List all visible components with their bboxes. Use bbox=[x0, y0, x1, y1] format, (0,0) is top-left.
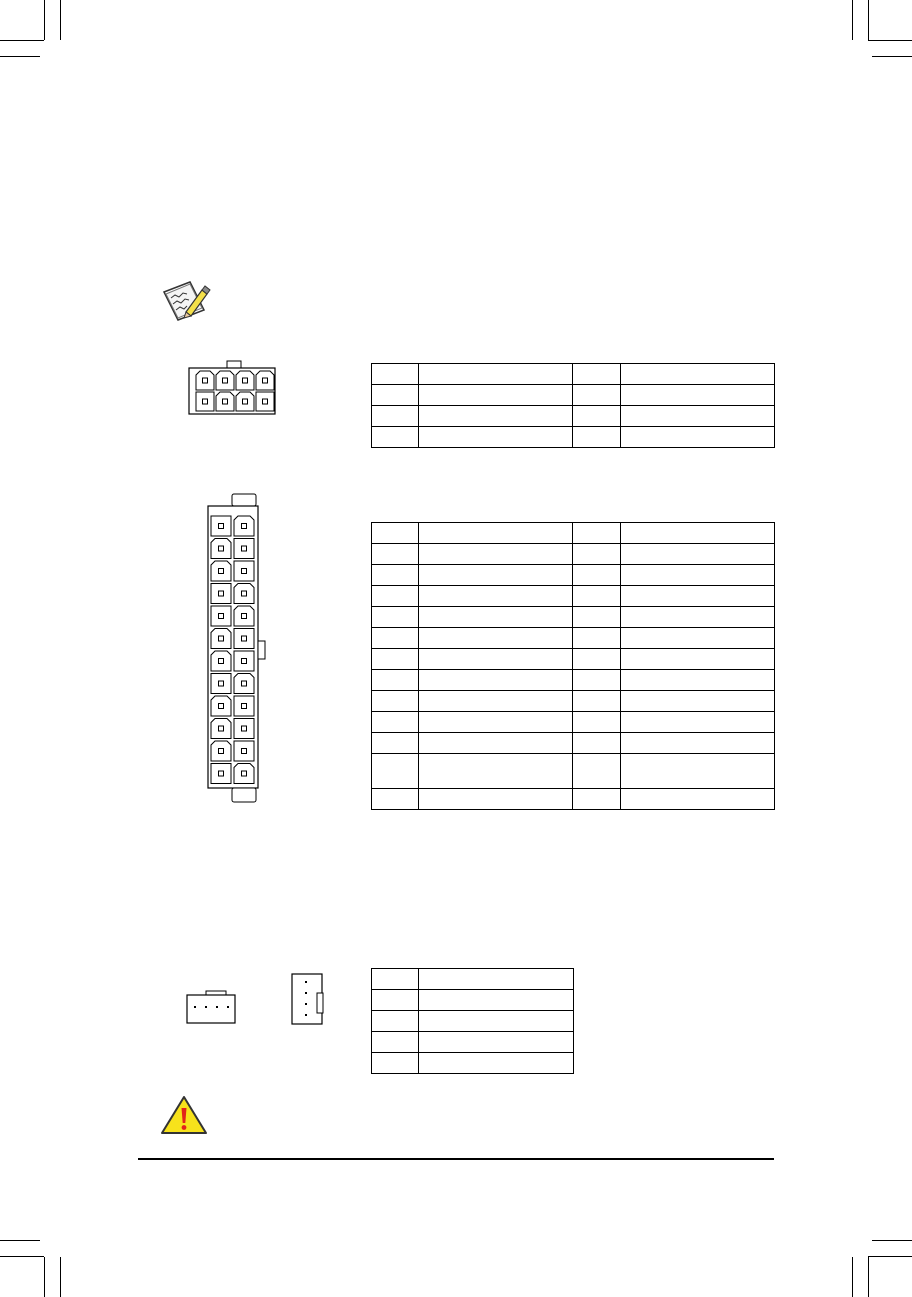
table-cell bbox=[573, 565, 621, 586]
table-row bbox=[372, 427, 775, 448]
connector-pin bbox=[234, 674, 254, 694]
table-row bbox=[372, 754, 775, 789]
connector-pin bbox=[216, 371, 234, 390]
table-row bbox=[372, 565, 775, 586]
table-cell bbox=[372, 969, 419, 990]
crop-mark bbox=[44, 0, 45, 40]
crop-mark bbox=[60, 1257, 61, 1297]
table-cell bbox=[573, 628, 621, 649]
table-cell bbox=[419, 544, 573, 565]
crop-mark bbox=[868, 40, 912, 41]
crop-mark bbox=[60, 0, 61, 40]
table-row bbox=[372, 1011, 574, 1032]
table-cell bbox=[621, 607, 775, 628]
atx-pin-table bbox=[371, 522, 775, 810]
table-cell bbox=[372, 523, 419, 544]
table-cell bbox=[419, 754, 573, 789]
connector-pin bbox=[216, 392, 234, 411]
table-cell bbox=[621, 427, 775, 448]
table-row bbox=[372, 712, 775, 733]
table-row bbox=[372, 1053, 574, 1074]
table-cell bbox=[621, 691, 775, 712]
table-cell bbox=[621, 733, 775, 754]
table-row bbox=[372, 990, 574, 1011]
connector-pin bbox=[234, 719, 254, 739]
table-cell bbox=[419, 1011, 574, 1032]
table-cell bbox=[419, 691, 573, 712]
table-cell bbox=[573, 789, 621, 810]
table-cell bbox=[419, 712, 573, 733]
table-cell bbox=[372, 364, 419, 385]
table-row bbox=[372, 586, 775, 607]
crop-mark bbox=[0, 1240, 40, 1241]
table-cell bbox=[573, 691, 621, 712]
fan-header-vertical bbox=[291, 973, 325, 1025]
table-cell bbox=[372, 544, 419, 565]
warning-triangle-icon bbox=[160, 1094, 208, 1136]
table-cell bbox=[573, 364, 621, 385]
connector-pin bbox=[234, 629, 254, 649]
table-cell bbox=[621, 586, 775, 607]
table-cell bbox=[621, 712, 775, 733]
connector-pin bbox=[234, 539, 254, 559]
table-cell bbox=[419, 364, 573, 385]
connector-pin bbox=[211, 606, 231, 626]
table-cell bbox=[419, 628, 573, 649]
connector-pin bbox=[236, 392, 254, 411]
table-cell bbox=[573, 385, 621, 406]
crop-mark bbox=[872, 56, 912, 57]
connector-pin bbox=[211, 764, 231, 784]
table-row bbox=[372, 385, 775, 406]
atx-pin-grid bbox=[200, 494, 270, 804]
table-cell bbox=[573, 523, 621, 544]
connector-pin bbox=[234, 741, 254, 761]
table-cell bbox=[372, 406, 419, 427]
table-row bbox=[372, 670, 775, 691]
table-cell bbox=[621, 544, 775, 565]
table-cell bbox=[419, 607, 573, 628]
table-row bbox=[372, 789, 775, 810]
table-row bbox=[372, 1032, 574, 1053]
connector-pin bbox=[234, 584, 254, 604]
connector-pin bbox=[196, 371, 214, 390]
connector-pin bbox=[196, 392, 214, 411]
table-cell bbox=[573, 607, 621, 628]
table-cell bbox=[372, 565, 419, 586]
table-cell bbox=[419, 1032, 574, 1053]
crop-mark bbox=[0, 40, 44, 41]
table-cell bbox=[419, 523, 573, 544]
connector-pin bbox=[211, 719, 231, 739]
table-cell bbox=[621, 789, 775, 810]
table-cell bbox=[621, 649, 775, 670]
table-cell bbox=[372, 607, 419, 628]
crop-mark bbox=[852, 1257, 853, 1297]
connector-pin bbox=[236, 371, 254, 390]
connector-pin bbox=[234, 516, 254, 536]
table-cell bbox=[621, 565, 775, 586]
table-row bbox=[372, 607, 775, 628]
footer-rule bbox=[138, 1158, 774, 1160]
connector-pin bbox=[211, 674, 231, 694]
connector-pin bbox=[211, 584, 231, 604]
table-cell bbox=[419, 565, 573, 586]
crop-mark bbox=[868, 0, 869, 40]
crop-mark bbox=[868, 1257, 869, 1297]
connector-pin bbox=[211, 651, 231, 671]
table-cell bbox=[372, 990, 419, 1011]
connector-pin bbox=[234, 764, 254, 784]
table-row bbox=[372, 406, 775, 427]
table-cell bbox=[419, 733, 573, 754]
connector-pin bbox=[234, 606, 254, 626]
table-cell bbox=[573, 427, 621, 448]
table-cell bbox=[573, 406, 621, 427]
table-cell bbox=[573, 544, 621, 565]
table-cell bbox=[573, 754, 621, 789]
table-cell bbox=[419, 649, 573, 670]
table-cell bbox=[419, 385, 573, 406]
crop-mark bbox=[868, 1256, 912, 1257]
table-cell bbox=[573, 670, 621, 691]
fan-header-horizontal bbox=[186, 990, 236, 1024]
table-cell bbox=[419, 586, 573, 607]
connector-pin bbox=[234, 696, 254, 716]
table-cell bbox=[372, 586, 419, 607]
table-cell bbox=[621, 385, 775, 406]
crop-mark bbox=[0, 1256, 44, 1257]
table-cell bbox=[372, 1011, 419, 1032]
table-cell bbox=[372, 733, 419, 754]
crop-mark bbox=[872, 1240, 912, 1241]
table-cell bbox=[419, 670, 573, 691]
table-row bbox=[372, 364, 775, 385]
connector-pin bbox=[234, 561, 254, 581]
table-cell bbox=[372, 427, 419, 448]
table-cell bbox=[573, 733, 621, 754]
connector-pin bbox=[211, 516, 231, 536]
connector-pin bbox=[256, 392, 274, 411]
table-cell bbox=[573, 586, 621, 607]
connector-pin bbox=[234, 651, 254, 671]
table-cell bbox=[573, 649, 621, 670]
table-row bbox=[372, 733, 775, 754]
table-row bbox=[372, 691, 775, 712]
connector-pin bbox=[211, 561, 231, 581]
table-row bbox=[372, 649, 775, 670]
table-row bbox=[372, 628, 775, 649]
table-cell bbox=[419, 990, 574, 1011]
table-cell bbox=[372, 789, 419, 810]
note-pencil-icon bbox=[160, 278, 210, 322]
connector-pin bbox=[211, 629, 231, 649]
table-cell bbox=[372, 649, 419, 670]
crop-mark bbox=[0, 56, 40, 57]
table-cell bbox=[372, 670, 419, 691]
atx12v-pin-grid bbox=[188, 361, 276, 415]
table-cell bbox=[573, 712, 621, 733]
table-cell bbox=[419, 969, 574, 990]
table-cell bbox=[372, 628, 419, 649]
table-cell bbox=[419, 789, 573, 810]
table-cell bbox=[621, 754, 775, 789]
connector-pin bbox=[256, 371, 274, 390]
table-cell bbox=[621, 523, 775, 544]
table-row bbox=[372, 523, 775, 544]
table-cell bbox=[419, 1053, 574, 1074]
table-cell bbox=[372, 385, 419, 406]
table-cell bbox=[419, 406, 573, 427]
connector-pin bbox=[211, 696, 231, 716]
table-cell bbox=[372, 691, 419, 712]
table-row bbox=[372, 544, 775, 565]
table-cell bbox=[621, 406, 775, 427]
table-cell bbox=[372, 754, 419, 789]
crop-mark bbox=[852, 0, 853, 40]
table-cell bbox=[621, 628, 775, 649]
fan-pin-table bbox=[371, 968, 574, 1074]
table-cell bbox=[372, 1032, 419, 1053]
table-cell bbox=[419, 427, 573, 448]
connector-pin bbox=[211, 539, 231, 559]
connector-pin bbox=[211, 741, 231, 761]
table-row bbox=[372, 969, 574, 990]
table-cell bbox=[621, 670, 775, 691]
table-cell bbox=[372, 712, 419, 733]
atx12v-pin-table bbox=[371, 363, 775, 448]
table-cell bbox=[621, 364, 775, 385]
crop-mark bbox=[44, 1257, 45, 1297]
table-cell bbox=[372, 1053, 419, 1074]
